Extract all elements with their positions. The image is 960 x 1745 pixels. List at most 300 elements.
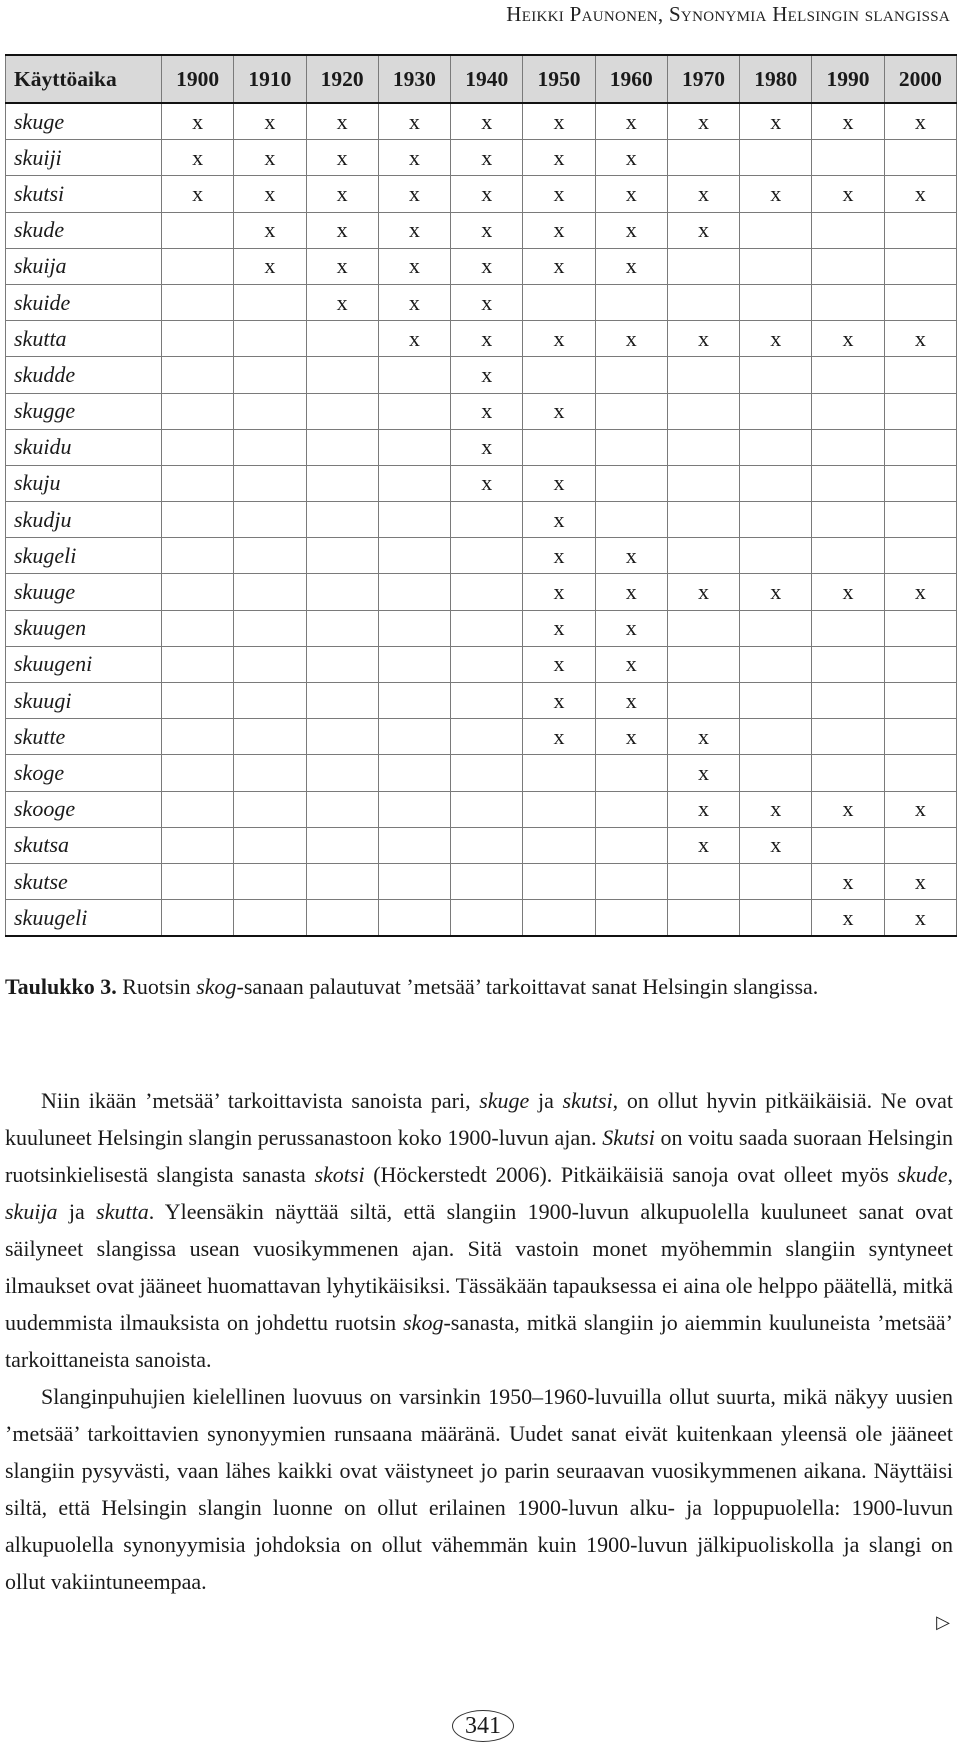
usage-cell: x bbox=[523, 103, 595, 140]
usage-cell bbox=[234, 646, 306, 682]
usage-period-table bbox=[5, 54, 957, 937]
usage-cell bbox=[884, 610, 956, 646]
word-cell: skutsa bbox=[6, 827, 162, 863]
usage-cell bbox=[378, 900, 450, 937]
usage-cell bbox=[740, 610, 812, 646]
usage-cell bbox=[812, 465, 884, 501]
usage-cell bbox=[306, 683, 378, 719]
usage-cell bbox=[306, 719, 378, 755]
usage-cell bbox=[162, 719, 234, 755]
usage-cell bbox=[812, 212, 884, 248]
usage-cell bbox=[740, 900, 812, 937]
decade-header: 1990 bbox=[812, 55, 884, 103]
table-row bbox=[6, 103, 957, 140]
usage-cell bbox=[884, 284, 956, 320]
table-row bbox=[6, 827, 957, 863]
usage-cell bbox=[234, 791, 306, 827]
usage-cell bbox=[740, 357, 812, 393]
usage-cell bbox=[740, 140, 812, 176]
text-run: ja bbox=[57, 1199, 97, 1224]
text-run: on voitu saada suoraan Helsingin ruotsinkielisestä slangista sanasta bbox=[5, 1125, 953, 1187]
usage-cell bbox=[667, 610, 739, 646]
usage-cell bbox=[306, 863, 378, 899]
usage-cell bbox=[812, 610, 884, 646]
table-row bbox=[6, 574, 957, 610]
usage-cell: x bbox=[740, 103, 812, 140]
usage-cell bbox=[740, 719, 812, 755]
usage-cell bbox=[740, 429, 812, 465]
usage-cell bbox=[884, 212, 956, 248]
usage-cell bbox=[306, 465, 378, 501]
usage-cell bbox=[162, 900, 234, 937]
usage-cell: x bbox=[812, 791, 884, 827]
usage-cell bbox=[378, 791, 450, 827]
word-cell: skutta bbox=[6, 321, 162, 357]
usage-cell: x bbox=[595, 538, 667, 574]
usage-cell: x bbox=[740, 176, 812, 212]
usage-cell bbox=[595, 502, 667, 538]
body-text bbox=[5, 1082, 953, 1600]
usage-cell bbox=[162, 248, 234, 284]
usage-cell bbox=[378, 465, 450, 501]
usage-cell bbox=[306, 393, 378, 429]
table-row bbox=[6, 538, 957, 574]
table-body bbox=[6, 103, 957, 936]
usage-cell bbox=[523, 900, 595, 937]
usage-cell bbox=[595, 465, 667, 501]
table-row bbox=[6, 248, 957, 284]
usage-cell: x bbox=[595, 610, 667, 646]
usage-cell: x bbox=[740, 321, 812, 357]
usage-cell: x bbox=[812, 176, 884, 212]
usage-cell bbox=[740, 284, 812, 320]
usage-cell: x bbox=[812, 321, 884, 357]
usage-cell bbox=[378, 755, 450, 791]
usage-cell: x bbox=[523, 140, 595, 176]
usage-cell bbox=[306, 574, 378, 610]
usage-cell bbox=[234, 863, 306, 899]
usage-cell: x bbox=[162, 103, 234, 140]
usage-cell bbox=[306, 357, 378, 393]
word-cell: skugeli bbox=[6, 538, 162, 574]
italic-term: skutta bbox=[96, 1199, 149, 1224]
usage-cell bbox=[740, 863, 812, 899]
text-run: (Höckerstedt 2006). Pitkäikäisiä sanoja ovat olleet myös bbox=[364, 1162, 898, 1187]
usage-cell bbox=[306, 321, 378, 357]
usage-cell bbox=[667, 538, 739, 574]
decade-header: 1920 bbox=[306, 55, 378, 103]
usage-cell bbox=[884, 827, 956, 863]
usage-cell: x bbox=[884, 900, 956, 937]
usage-cell bbox=[523, 357, 595, 393]
usage-cell bbox=[523, 429, 595, 465]
usage-cell bbox=[162, 610, 234, 646]
usage-cell: x bbox=[595, 683, 667, 719]
usage-cell bbox=[451, 538, 523, 574]
usage-cell bbox=[234, 574, 306, 610]
usage-cell: x bbox=[451, 212, 523, 248]
word-cell: skuge bbox=[6, 103, 162, 140]
table-row bbox=[6, 900, 957, 937]
word-cell: skoge bbox=[6, 755, 162, 791]
usage-cell bbox=[162, 393, 234, 429]
usage-cell bbox=[812, 827, 884, 863]
usage-cell bbox=[162, 465, 234, 501]
usage-cell: x bbox=[306, 103, 378, 140]
usage-cell bbox=[378, 719, 450, 755]
usage-cell bbox=[234, 502, 306, 538]
usage-cell: x bbox=[667, 719, 739, 755]
usage-cell: x bbox=[523, 176, 595, 212]
table-row bbox=[6, 176, 957, 212]
usage-cell bbox=[884, 140, 956, 176]
usage-cell bbox=[451, 900, 523, 937]
usage-cell bbox=[884, 719, 956, 755]
text-run: . Yleensäkin näyttää siltä, että slangiin 1900-luvun alkupuolella kuuluneet sanat ovat säilyneet slangissa usean vuosikymmenen ajan. Sitä vastoin monet myöhemmin slangiin syntyneet ilmaukset ovat jääneet huomattavan lyhytikäisiksi. Tässäkään tapauksessa ei aina ole helppo päätellä, mitkä uudemmista ilmauksista on johdettu ruotsin bbox=[5, 1199, 953, 1335]
usage-cell bbox=[812, 683, 884, 719]
usage-cell bbox=[306, 900, 378, 937]
usage-cell bbox=[306, 755, 378, 791]
usage-cell bbox=[234, 719, 306, 755]
usage-cell: x bbox=[523, 683, 595, 719]
usage-cell: x bbox=[451, 465, 523, 501]
text-run: Niin ikään ’metsää’ tarkoittavista sanoista pari, bbox=[41, 1088, 480, 1113]
usage-cell bbox=[884, 502, 956, 538]
table-row bbox=[6, 429, 957, 465]
table-row bbox=[6, 863, 957, 899]
usage-cell bbox=[667, 284, 739, 320]
usage-cell bbox=[162, 683, 234, 719]
usage-cell bbox=[740, 502, 812, 538]
usage-cell bbox=[812, 429, 884, 465]
table-caption bbox=[5, 972, 953, 1002]
usage-cell bbox=[306, 502, 378, 538]
usage-cell bbox=[378, 646, 450, 682]
usage-cell bbox=[812, 719, 884, 755]
usage-cell: x bbox=[812, 103, 884, 140]
italic-term: skuija bbox=[5, 1199, 58, 1224]
usage-cell: x bbox=[451, 103, 523, 140]
usage-cell: x bbox=[378, 140, 450, 176]
usage-cell bbox=[667, 357, 739, 393]
usage-cell: x bbox=[451, 248, 523, 284]
usage-cell bbox=[740, 646, 812, 682]
usage-cell bbox=[523, 755, 595, 791]
usage-cell: x bbox=[378, 212, 450, 248]
table-header-row bbox=[6, 55, 957, 103]
usage-cell bbox=[162, 755, 234, 791]
usage-cell: x bbox=[451, 284, 523, 320]
usage-table-container bbox=[5, 54, 957, 937]
usage-cell: x bbox=[378, 248, 450, 284]
usage-cell: x bbox=[234, 176, 306, 212]
usage-cell bbox=[884, 393, 956, 429]
table-row bbox=[6, 140, 957, 176]
usage-cell: x bbox=[234, 212, 306, 248]
word-cell: skutte bbox=[6, 719, 162, 755]
usage-cell bbox=[812, 646, 884, 682]
usage-cell bbox=[740, 248, 812, 284]
usage-cell bbox=[162, 321, 234, 357]
usage-cell bbox=[740, 465, 812, 501]
usage-cell bbox=[234, 538, 306, 574]
usage-cell bbox=[234, 429, 306, 465]
usage-cell bbox=[667, 646, 739, 682]
paragraph-1 bbox=[5, 1082, 953, 1378]
usage-cell: x bbox=[523, 646, 595, 682]
usage-cell: x bbox=[667, 176, 739, 212]
text-run: , on ollut hyvin pitkäikäisiä. Ne ovat kuuluneet Helsingin slangin perussanastoon koko 1900-luvun ajan. bbox=[5, 1088, 953, 1150]
usage-cell bbox=[667, 248, 739, 284]
usage-cell bbox=[884, 755, 956, 791]
word-cell: skuide bbox=[6, 284, 162, 320]
usage-cell: x bbox=[595, 574, 667, 610]
usage-cell bbox=[812, 248, 884, 284]
usage-cell: x bbox=[451, 140, 523, 176]
table-row bbox=[6, 791, 957, 827]
usage-cell: x bbox=[595, 103, 667, 140]
usage-cell bbox=[378, 357, 450, 393]
usage-cell bbox=[812, 140, 884, 176]
usage-cell bbox=[667, 393, 739, 429]
word-cell: skuugi bbox=[6, 683, 162, 719]
usage-cell: x bbox=[667, 574, 739, 610]
usage-cell bbox=[595, 755, 667, 791]
table-title-cell: Käyttöaika bbox=[6, 55, 162, 103]
usage-cell bbox=[595, 429, 667, 465]
usage-cell bbox=[162, 646, 234, 682]
decade-header: 1910 bbox=[234, 55, 306, 103]
usage-cell bbox=[523, 827, 595, 863]
usage-cell bbox=[667, 429, 739, 465]
table-row bbox=[6, 683, 957, 719]
decade-header: 1930 bbox=[378, 55, 450, 103]
usage-cell bbox=[595, 357, 667, 393]
word-cell: skutsi bbox=[6, 176, 162, 212]
usage-cell bbox=[451, 502, 523, 538]
usage-cell bbox=[378, 827, 450, 863]
usage-cell bbox=[162, 502, 234, 538]
usage-cell: x bbox=[451, 393, 523, 429]
usage-cell bbox=[740, 683, 812, 719]
word-cell: skutse bbox=[6, 863, 162, 899]
caption-text-2: -sanaan palautuvat ’metsää’ tarkoittavat sanat Helsingin slangissa. bbox=[236, 974, 819, 999]
usage-cell: x bbox=[740, 574, 812, 610]
word-cell: skooge bbox=[6, 791, 162, 827]
usage-cell bbox=[667, 900, 739, 937]
table-row bbox=[6, 212, 957, 248]
word-cell: skuugeni bbox=[6, 646, 162, 682]
usage-cell bbox=[234, 610, 306, 646]
italic-term: skotsi bbox=[314, 1162, 365, 1187]
usage-cell bbox=[812, 393, 884, 429]
usage-cell: x bbox=[523, 465, 595, 501]
usage-cell bbox=[162, 827, 234, 863]
usage-cell: x bbox=[667, 755, 739, 791]
usage-cell bbox=[595, 827, 667, 863]
usage-cell bbox=[667, 683, 739, 719]
usage-cell: x bbox=[523, 321, 595, 357]
usage-cell: x bbox=[306, 212, 378, 248]
usage-cell: x bbox=[595, 248, 667, 284]
italic-term: Skutsi bbox=[602, 1125, 655, 1150]
usage-cell: x bbox=[306, 140, 378, 176]
usage-cell: x bbox=[234, 140, 306, 176]
table-row bbox=[6, 284, 957, 320]
usage-cell bbox=[378, 863, 450, 899]
usage-cell bbox=[740, 538, 812, 574]
usage-cell: x bbox=[523, 502, 595, 538]
usage-cell bbox=[812, 755, 884, 791]
usage-cell: x bbox=[523, 719, 595, 755]
usage-cell bbox=[378, 574, 450, 610]
usage-cell bbox=[234, 465, 306, 501]
text-run: ja bbox=[529, 1088, 563, 1113]
word-cell: skuuge bbox=[6, 574, 162, 610]
usage-cell: x bbox=[306, 284, 378, 320]
usage-cell: x bbox=[451, 176, 523, 212]
usage-cell bbox=[162, 357, 234, 393]
usage-cell: x bbox=[595, 140, 667, 176]
usage-cell bbox=[451, 719, 523, 755]
usage-cell bbox=[162, 791, 234, 827]
word-cell: skuugeli bbox=[6, 900, 162, 937]
usage-cell bbox=[667, 502, 739, 538]
usage-cell: x bbox=[595, 646, 667, 682]
usage-cell bbox=[523, 863, 595, 899]
usage-cell bbox=[740, 393, 812, 429]
usage-cell bbox=[884, 429, 956, 465]
word-cell: skuidu bbox=[6, 429, 162, 465]
usage-cell: x bbox=[378, 176, 450, 212]
usage-cell: x bbox=[667, 103, 739, 140]
word-cell: skugge bbox=[6, 393, 162, 429]
usage-cell bbox=[667, 863, 739, 899]
usage-cell: x bbox=[884, 574, 956, 610]
caption-label: Taulukko 3. bbox=[5, 974, 117, 999]
usage-cell: x bbox=[884, 176, 956, 212]
usage-cell bbox=[234, 755, 306, 791]
usage-cell bbox=[451, 863, 523, 899]
usage-cell bbox=[884, 357, 956, 393]
usage-cell bbox=[595, 900, 667, 937]
usage-cell bbox=[162, 574, 234, 610]
usage-cell: x bbox=[378, 103, 450, 140]
usage-cell bbox=[162, 429, 234, 465]
usage-cell bbox=[667, 465, 739, 501]
usage-cell: x bbox=[595, 212, 667, 248]
usage-cell bbox=[523, 284, 595, 320]
table-row bbox=[6, 357, 957, 393]
italic-term: skutsi bbox=[562, 1088, 613, 1113]
usage-cell bbox=[378, 683, 450, 719]
usage-cell: x bbox=[162, 140, 234, 176]
usage-cell: x bbox=[667, 827, 739, 863]
usage-cell: x bbox=[306, 248, 378, 284]
usage-cell: x bbox=[884, 863, 956, 899]
usage-cell bbox=[451, 683, 523, 719]
table-row bbox=[6, 502, 957, 538]
table-row bbox=[6, 755, 957, 791]
usage-cell bbox=[234, 683, 306, 719]
usage-cell bbox=[812, 502, 884, 538]
usage-cell: x bbox=[667, 791, 739, 827]
usage-cell: x bbox=[740, 827, 812, 863]
usage-cell: x bbox=[378, 321, 450, 357]
word-cell: skuiji bbox=[6, 140, 162, 176]
usage-cell bbox=[378, 393, 450, 429]
usage-cell bbox=[884, 465, 956, 501]
usage-cell bbox=[234, 357, 306, 393]
word-cell: skuju bbox=[6, 465, 162, 501]
usage-cell bbox=[884, 683, 956, 719]
table-row bbox=[6, 465, 957, 501]
usage-cell bbox=[162, 863, 234, 899]
next-page-arrow-icon: ▷ bbox=[936, 1612, 950, 1632]
usage-cell: x bbox=[812, 900, 884, 937]
usage-cell bbox=[378, 502, 450, 538]
paragraph-2: Slanginpuhujien kielellinen luovuus on varsinkin 1950–1960-luvuilla ollut suurta, mikä näkyy uusien ’metsää’ tarkoittavien synonyymien runsaana määränä. Uudet sanat eivät kuitenkaan yleensä ole jääneet slangiin pysyvästi, vaan lähes kaikki ovat väistyneet jo parin seuraavan vuosikymmenen aikana. Näyttäisi siltä, että Helsingin slangin luonne on ollut erilainen 1900-luvun alku- ja loppupuolella: 1900-luvun alkupuolella synonyymisia johdoksia on ollut vähemmän kuin 1900-luvun jälkipuoliskolla ja slangi on ollut vakiintuneempaa. bbox=[5, 1384, 953, 1594]
usage-cell: x bbox=[234, 103, 306, 140]
usage-cell bbox=[884, 248, 956, 284]
usage-cell: x bbox=[595, 321, 667, 357]
decade-header: 1900 bbox=[162, 55, 234, 103]
usage-cell bbox=[884, 646, 956, 682]
decade-header: 1980 bbox=[740, 55, 812, 103]
usage-cell: x bbox=[667, 212, 739, 248]
usage-cell: x bbox=[162, 176, 234, 212]
caption-text-1: Ruotsin bbox=[116, 974, 197, 999]
usage-cell bbox=[884, 538, 956, 574]
usage-cell: x bbox=[378, 284, 450, 320]
usage-cell bbox=[667, 140, 739, 176]
usage-cell bbox=[451, 755, 523, 791]
word-cell: skudde bbox=[6, 357, 162, 393]
usage-cell bbox=[378, 610, 450, 646]
table-row bbox=[6, 719, 957, 755]
usage-cell: x bbox=[234, 248, 306, 284]
usage-cell bbox=[812, 538, 884, 574]
usage-cell bbox=[595, 791, 667, 827]
usage-cell bbox=[234, 321, 306, 357]
usage-cell bbox=[306, 610, 378, 646]
usage-cell bbox=[306, 429, 378, 465]
usage-cell bbox=[378, 538, 450, 574]
usage-cell bbox=[234, 284, 306, 320]
usage-cell: x bbox=[523, 248, 595, 284]
usage-cell: x bbox=[812, 574, 884, 610]
usage-cell: x bbox=[812, 863, 884, 899]
usage-cell bbox=[306, 646, 378, 682]
usage-cell: x bbox=[667, 321, 739, 357]
table-row bbox=[6, 393, 957, 429]
italic-term: skuge bbox=[479, 1088, 530, 1113]
usage-cell bbox=[234, 900, 306, 937]
usage-cell bbox=[523, 791, 595, 827]
usage-cell bbox=[812, 357, 884, 393]
usage-cell: x bbox=[451, 321, 523, 357]
usage-cell bbox=[451, 574, 523, 610]
usage-cell: x bbox=[523, 212, 595, 248]
usage-cell bbox=[451, 827, 523, 863]
caption-term: skog bbox=[196, 974, 237, 999]
word-cell: skuugen bbox=[6, 610, 162, 646]
decade-header: 1940 bbox=[451, 55, 523, 103]
usage-cell: x bbox=[523, 610, 595, 646]
usage-cell: x bbox=[595, 719, 667, 755]
usage-cell: x bbox=[523, 574, 595, 610]
usage-cell bbox=[451, 791, 523, 827]
